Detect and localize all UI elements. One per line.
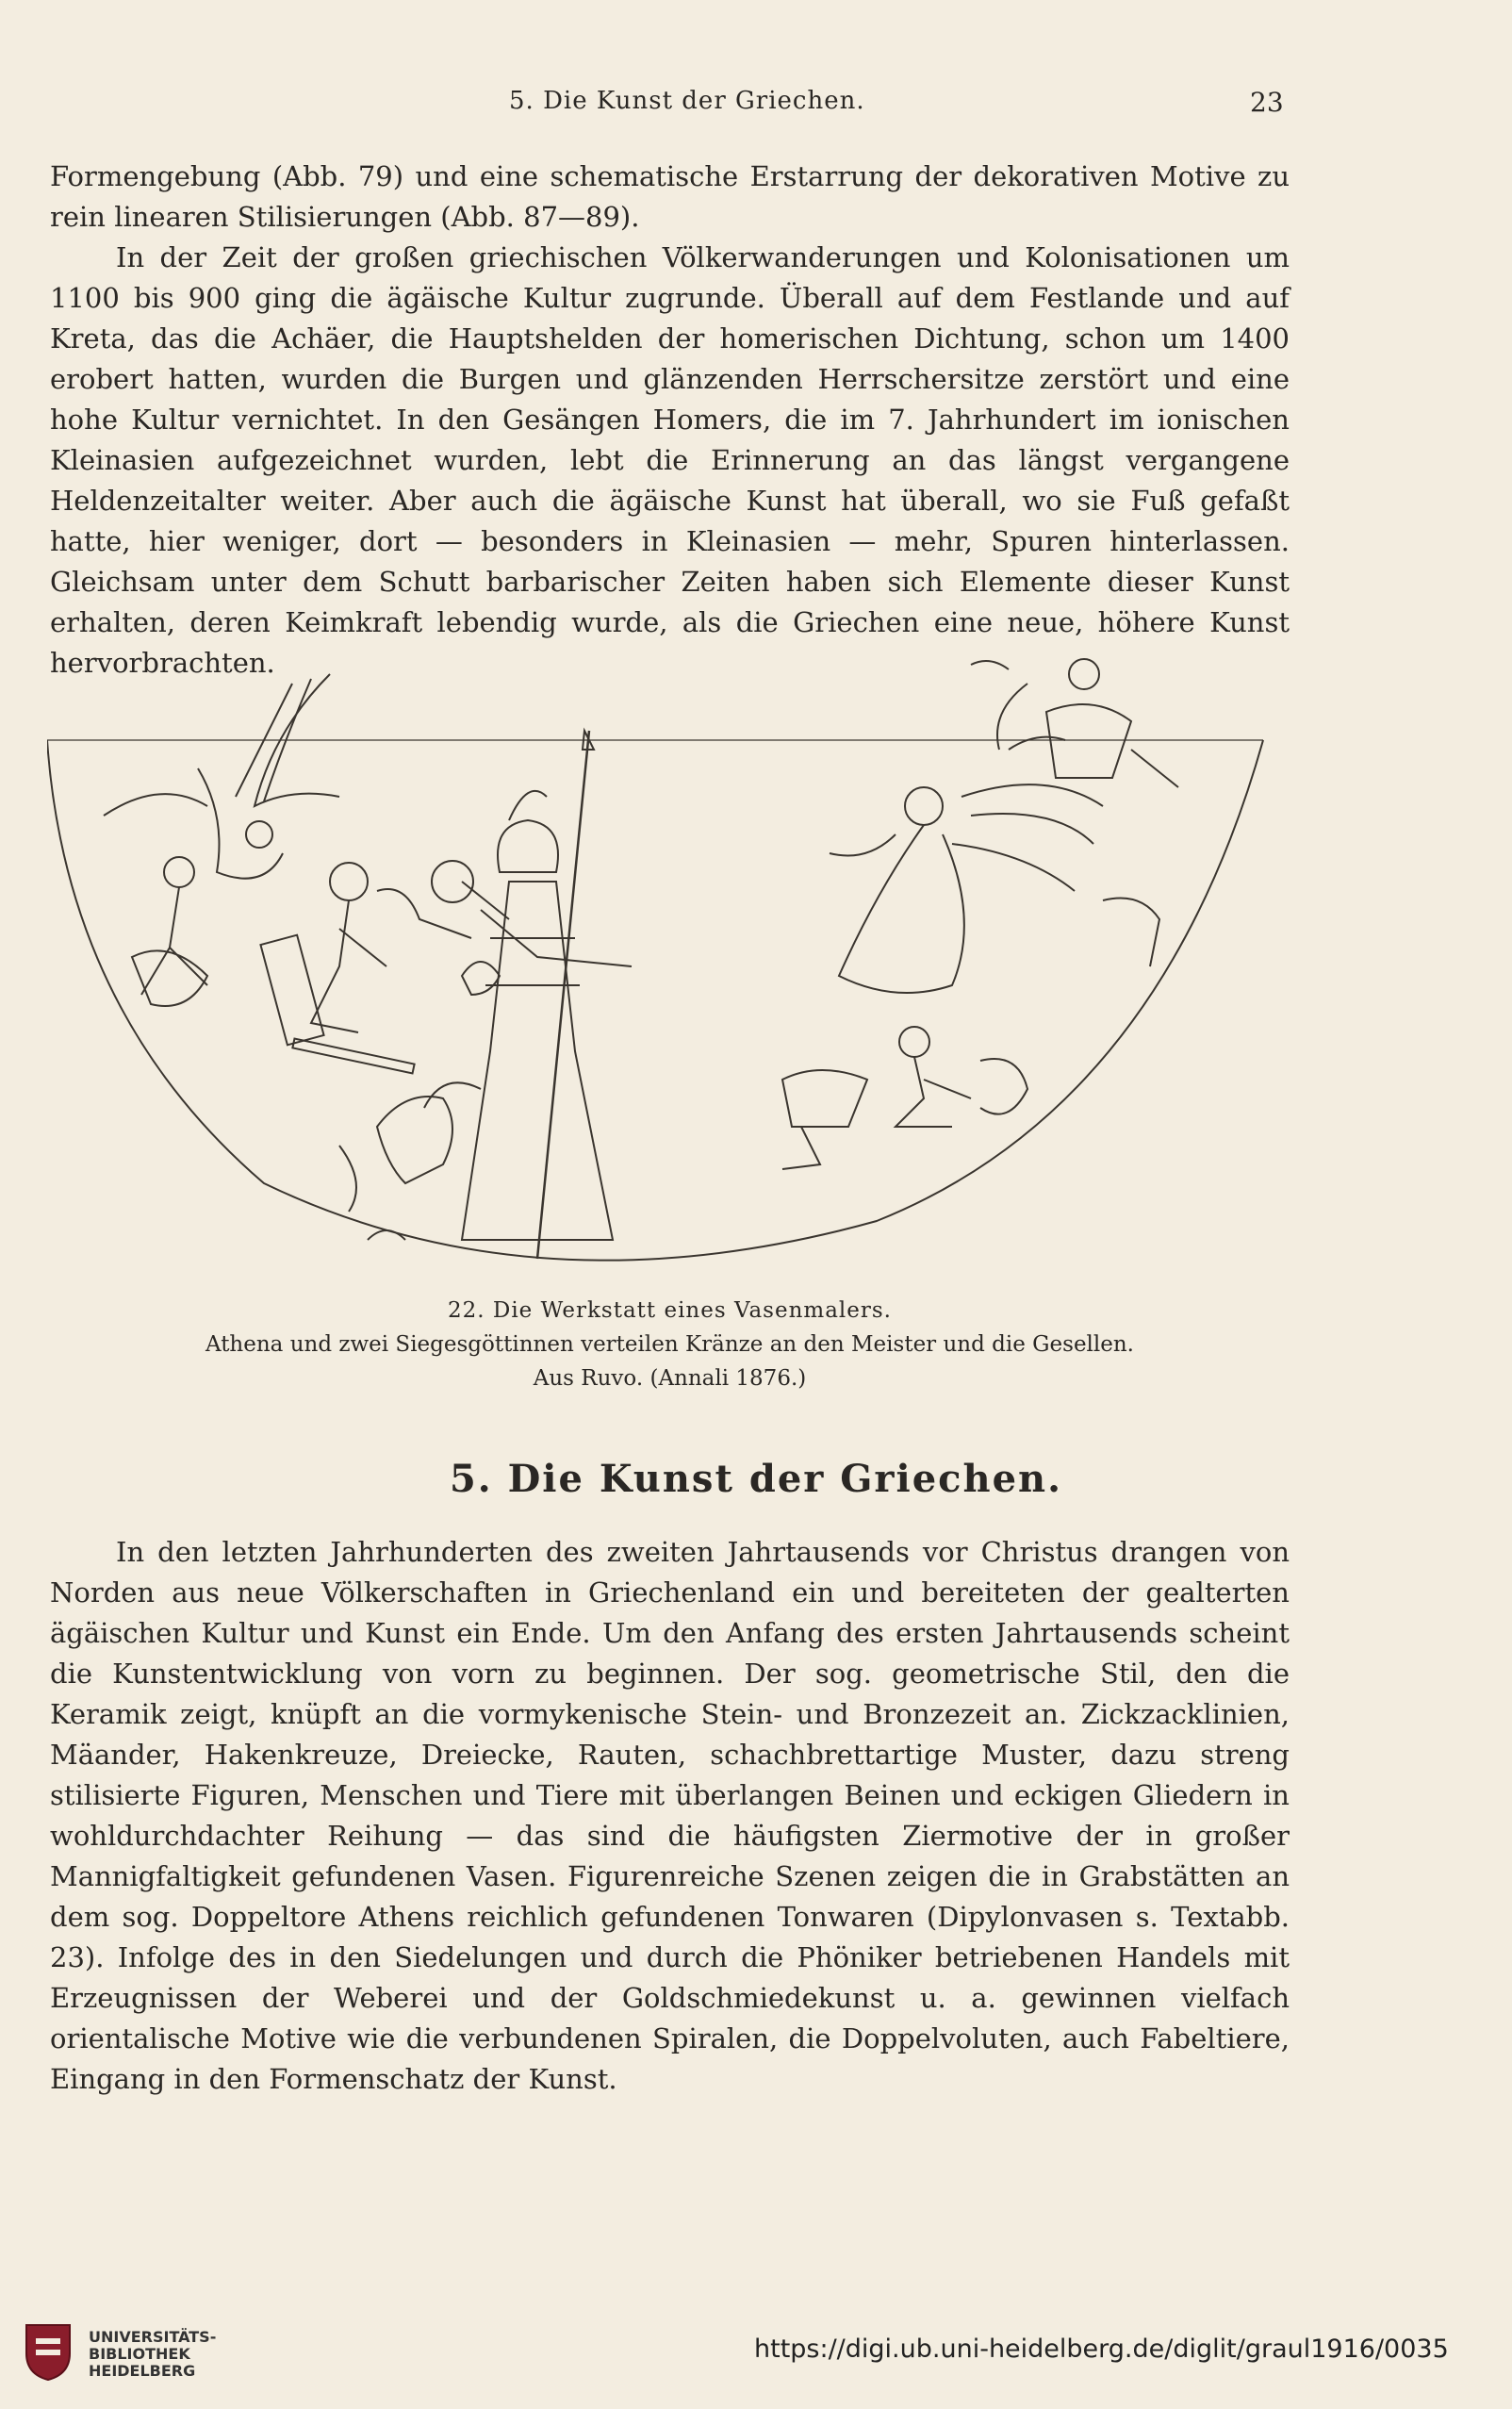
source-url-link[interactable]: https://digi.ub.uni-heidelberg.de/diglit/graul1916/0035: [754, 2335, 1449, 2364]
seated-craftsman: [260, 863, 471, 1073]
top-text-block: [50, 157, 1290, 684]
figure-upper-right: [971, 659, 1131, 778]
library-name-line2: BIBLIOTHEK: [89, 2345, 190, 2363]
vases-on-floor: [339, 1070, 867, 1240]
running-title: 5. Die Kunst der Griechen.: [509, 87, 865, 115]
winged-goddess-left: [104, 674, 339, 879]
paragraph-greek-art: In den letzten Jahrhunderten des zweiten Jahrtausends vor Christus drangen von Norden aus neue Völkerschaften in Griechenland ein und bereiteten der gealterten ägäischen Kultur und Kunst ein Ende. Um den Anfang des ersten Jahrtausends scheint die Kunstentwicklung von vorn zu beginnen. Der sog. geometrische Stil, den die Keramik zeigt, knüpft an die vormykenische Stein- und Bronzezeit an. Zickzacklinien, Mäander, Hakenkreuze, Dreiecke, Rauten, schachbrettartige Muster, dazu streng stilisierte Figuren, Menschen und Tiere mit überlangen Beinen und eckigen Gliedern in wohldurchdachter Reihung — das sind die häufigsten Ziermotive der in großer Mannigfaltigkeit gefundenen Vasen. Figurenreiche Szenen zeigen die in Grabstätten an dem sog. Doppeltore Athens reichlich gefundenen Tonwaren (Dipylonvasen s. Textabb. 23). Infolge des in den Siedelungen und durch die Phöniker betriebenen Handels mit Erzeugnissen der Weberei und der Goldschmiedekunst u. a. gewinnen vielfach orientalische Motive wie die verbundenen Spiralen, die Doppelvoluten, auch Fabeltiere, Eingang in den Formenschatz der Kunst.: [50, 1536, 1290, 2095]
figure-caption-description: Athena und zwei Siegesgöttinnen verteilen Kränze an den Meister und die Gesellen.: [205, 1332, 1134, 1357]
athena-figure: [432, 731, 613, 1259]
library-name-line3: HEIDELBERG: [89, 2362, 196, 2380]
figure-painter-left: [132, 857, 207, 1006]
library-name: [89, 2329, 216, 2380]
crouching-worker: [896, 1027, 1027, 1127]
paragraph-aegean-decline: In der Zeit der großen griechischen Völkerwanderungen und Kolonisationen um 1100 bis 900 ging die ägäische Kultur zugrunde. Überall auf dem Festlande und auf Kreta, das die Achäer, die Hauptshelden der homerischen Dichtung, schon um 1400 erobert hatten, wurden die Burgen und glänzenden Herrschersitze zerstört und eine hohe Kultur vernichtet. In den Gesängen Homers, die im 7. Jahrhundert im ionischen Kleinasien aufgezeichnet wurden, lebt die Erinnerung an das längst vergangene Heldenzeitalter weiter. Aber auch die ägäische Kunst hat überall, wo sie Fuß gefaßt hatte, hier weniger, dort — besonders in Kleinasien — mehr, Spuren hinterlassen. Gleichsam unter dem Schutt barbarischer Zeiten haben sich Elemente dieser Kunst erhalten, deren Keimkraft lebendig wurde, als die Griechen eine neue, höhere Kunst hervorbrachten.: [50, 241, 1290, 679]
running-head: [0, 87, 1512, 124]
university-library-logo: [23, 2321, 74, 2382]
bowl-outline: [47, 740, 1263, 1261]
tools-and-kiln: [462, 750, 1178, 995]
library-name-line1: UNIVERSITÄTS-: [89, 2328, 217, 2346]
figure-caption-source: Aus Ruvo. (Annali 1876.): [533, 1366, 807, 1391]
vase-drawing: [47, 655, 1287, 1273]
library-footer: [0, 2301, 1512, 2409]
figure-caption-title: 22. Die Werkstatt eines Vasenmalers.: [447, 1298, 892, 1323]
vase-painting-illustration: [47, 655, 1287, 1273]
page-number: 23: [1250, 87, 1284, 118]
winged-goddess-right: [830, 784, 1103, 993]
paragraph-continuation: Formengebung (Abb. 79) und eine schematische Erstarrung der dekorativen Motive zu rein linearen Stilisierungen (Abb. 87—89).: [50, 160, 1290, 233]
section-heading: 5. Die Kunst der Griechen.: [449, 1457, 1063, 1501]
bottom-text-block: [50, 1532, 1290, 2100]
